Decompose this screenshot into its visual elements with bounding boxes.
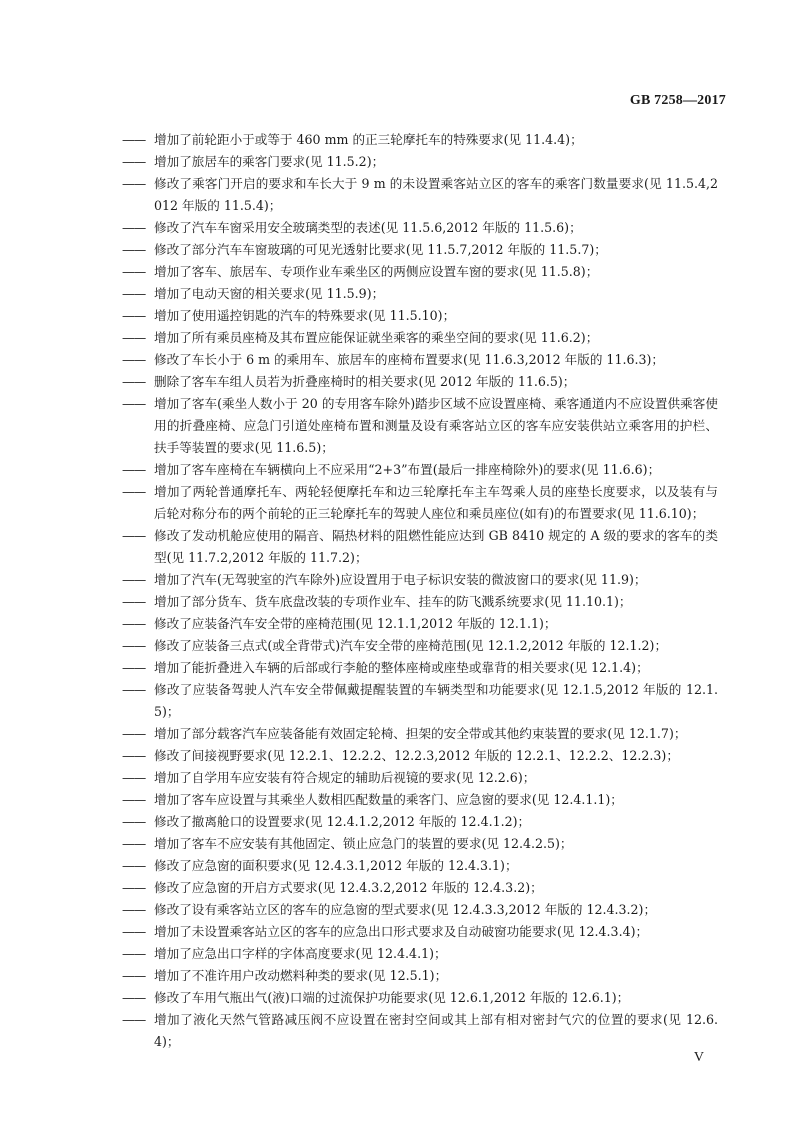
list-item-text: 增加了使用遥控钥匙的汽车的特殊要求(见 11.5.10)； <box>154 308 456 323</box>
list-item <box>122 745 718 767</box>
list-dash: —— <box>122 154 146 169</box>
list-dash: —— <box>122 968 146 983</box>
list-dash: —— <box>122 330 146 345</box>
list-dash: —— <box>122 770 146 785</box>
list-item <box>122 305 718 327</box>
list-item <box>122 591 718 613</box>
page-number: V <box>693 1050 704 1065</box>
list-item-text: 修改了应急窗的面积要求(见 12.4.3.1,2012 年版的 12.4.3.1)； <box>154 858 518 873</box>
list-item <box>122 349 718 371</box>
list-item-text: 修改了汽车车窗采用安全玻璃类型的表述(见 11.5.6,2012 年版的 11.5.6)； <box>154 220 582 235</box>
list-item <box>122 877 718 899</box>
standard-code: GB 7258—2017 <box>629 93 726 108</box>
list-item-text: 修改了应装备三点式(或全背带式)汽车安全带的座椅范围(见 12.1.2,2012 年版的 12.1.2)； <box>154 638 668 653</box>
list-item-text: 删除了客车车组人员若为折叠座椅时的相关要求(见 2012 年版的 11.6.5)； <box>154 374 576 389</box>
list-item <box>122 459 718 481</box>
list-dash: —— <box>122 396 146 411</box>
list-dash: —— <box>122 220 146 235</box>
list-item <box>122 833 718 855</box>
list-item <box>122 371 718 393</box>
list-item <box>122 327 718 349</box>
list-dash: —— <box>122 462 146 477</box>
list-item <box>122 899 718 921</box>
list-item <box>122 921 718 943</box>
list-item <box>122 855 718 877</box>
list-item <box>122 283 718 305</box>
list-item-text: 修改了应急窗的开启方式要求(见 12.4.3.2,2012 年版的 12.4.3.2)； <box>154 880 543 895</box>
list-item <box>122 789 718 811</box>
list-dash: —— <box>122 616 146 631</box>
list-item-text: 增加了客车(乘坐人数小于 20 的专用客车除外)踏步区域不应设置座椅、乘客通道内不应设置供乘客使用的折叠座椅、应急门引道处座椅布置和测量及设有乘客站立区的客车应安装供站立乘客用的护栏、扶手等装置的要求(见 11.6.5)； <box>154 396 718 455</box>
list-item-text: 增加了旅居车的乘客门要求(见 11.5.2)； <box>154 154 385 169</box>
list-item <box>122 217 718 239</box>
list-item <box>122 767 718 789</box>
list-item <box>122 481 718 525</box>
list-dash: —— <box>122 660 146 675</box>
list-dash: —— <box>122 748 146 763</box>
list-dash: —— <box>122 946 146 961</box>
list-item <box>122 987 718 1009</box>
list-item-text: 增加了液化天然气管路减压阀不应设置在密封空间或其上部有相对密封气穴的位置的要求(见 12.6.4)； <box>154 1012 718 1049</box>
list-item-text: 增加了电动天窗的相关要求(见 11.5.9)； <box>154 286 385 301</box>
list-item-text: 增加了客车应设置与其乘坐人数相匹配数量的乘客门、应急窗的要求(见 12.4.1.1)； <box>154 792 623 807</box>
list-dash: —— <box>122 792 146 807</box>
list-item <box>122 811 718 833</box>
list-item-text: 修改了设有乘客站立区的客车的应急窗的型式要求(见 12.4.3.3,2012 年版的 12.4.3.2)； <box>154 902 657 917</box>
list-item <box>122 173 718 217</box>
list-item <box>122 635 718 657</box>
list-dash: —— <box>122 990 146 1005</box>
list-item <box>122 679 718 723</box>
list-item-text: 增加了不准许用户改动燃料种类的要求(见 12.5.1)； <box>154 968 448 983</box>
list-dash: —— <box>122 880 146 895</box>
list-dash: —— <box>122 814 146 829</box>
list-item-text: 增加了未设置乘客站立区的客车的应急出口形式要求及自动破窗功能要求(见 12.4.3.4)； <box>154 924 649 939</box>
list-dash: —— <box>122 484 146 499</box>
list-item <box>122 393 718 459</box>
list-item <box>122 965 718 987</box>
list-dash: —— <box>122 242 146 257</box>
list-dash: —— <box>122 858 146 873</box>
list-dash: —— <box>122 682 146 697</box>
list-item-text: 修改了车长小于 6 m 的乘用车、旅居车的座椅布置要求(见 11.6.3,2012 年版的 11.6.3)； <box>154 352 664 367</box>
list-item <box>122 1009 718 1053</box>
list-dash: —— <box>122 264 146 279</box>
list-item-text: 增加了所有乘员座椅及其布置应能保证就坐乘客的乘坐空间的要求(见 11.6.2)； <box>154 330 599 345</box>
list-dash: —— <box>122 594 146 609</box>
revision-list <box>122 129 718 1053</box>
list-dash: —— <box>122 528 146 543</box>
list-item-text: 修改了撤离舱口的设置要求(见 12.4.1.2,2012 年版的 12.4.1.2)； <box>154 814 531 829</box>
list-dash: —— <box>122 176 146 191</box>
list-item <box>122 943 718 965</box>
list-dash: —— <box>122 374 146 389</box>
list-item <box>122 239 718 261</box>
list-dash: —— <box>122 836 146 851</box>
list-dash: —— <box>122 308 146 323</box>
list-item-text: 增加了应急出口字样的字体高度要求(见 12.4.4.1)； <box>154 946 447 961</box>
list-item-text: 增加了部分货车、货车底盘改装的专项作业车、挂车的防飞溅系统要求(见 11.10.1)； <box>154 594 632 609</box>
list-dash: —— <box>122 572 146 587</box>
list-item-text: 增加了自学用车应安装有符合规定的辅助后视镜的要求(见 12.2.6)； <box>154 770 536 785</box>
list-dash: —— <box>122 902 146 917</box>
list-dash: —— <box>122 1012 146 1027</box>
list-item <box>122 129 718 151</box>
list-item-text: 修改了乘客门开启的要求和车长大于 9 m 的未设置乘客站立区的客车的乘客门数量要求(见 11.5.4,2012 年版的 11.5.4)； <box>154 176 718 213</box>
list-item-text: 增加了前轮距小于或等于 460 mm 的正三轮摩托车的特殊要求(见 11.4.4)； <box>154 132 583 147</box>
list-item <box>122 657 718 679</box>
list-item-text: 增加了客车座椅在车辆横向上不应采用“2+3”布置(最后一排座椅除外)的要求(见 11.6.6)； <box>154 462 661 477</box>
list-item-text: 增加了部分载客汽车应装备能有效固定轮椅、担架的安全带或其他约束装置的要求(见 12.1.7)； <box>154 726 687 741</box>
list-item <box>122 525 718 569</box>
list-item-text: 修改了间接视野要求(见 12.2.1、12.2.2、12.2.3,2012 年版的 12.2.1、12.2.2、12.2.3)； <box>154 748 679 763</box>
list-item-text: 修改了应装备驾驶人汽车安全带佩戴提醒装置的车辆类型和功能要求(见 12.1.5,2012 年版的 12.1.5)； <box>154 682 718 719</box>
list-item-text: 增加了能折叠进入车辆的后部或行李舱的整体座椅或座垫或靠背的相关要求(见 12.1.4)； <box>154 660 649 675</box>
list-dash: —— <box>122 638 146 653</box>
list-item <box>122 569 718 591</box>
list-item-text: 增加了客车不应安装有其他固定、锁止应急门的装置的要求(见 12.4.2.5)； <box>154 836 573 851</box>
list-item-text: 修改了车用气瓶出气(液)口端的过流保护功能要求(见 12.6.1,2012 年版的 12.6.1)； <box>154 990 630 1005</box>
list-item <box>122 723 718 745</box>
list-item-text: 增加了客车、旅居车、专项作业车乘坐区的两侧应设置车窗的要求(见 11.5.8)； <box>154 264 599 279</box>
list-item-text: 增加了两轮普通摩托车、两轮轻便摩托车和边三轮摩托车主车驾乘人员的座垫长度要求，以及装有与后轮对称分布的两个前轮的正三轮摩托车的驾驶人座位和乘员座位(如有)的布置要求(见 11.6.10)； <box>154 484 718 521</box>
list-dash: —— <box>122 726 146 741</box>
list-dash: —— <box>122 286 146 301</box>
list-item-text: 修改了部分汽车车窗玻璃的可见光透射比要求(见 11.5.7,2012 年版的 11.5.7)； <box>154 242 607 257</box>
list-item <box>122 613 718 635</box>
list-item-text: 修改了应装备汽车安全带的座椅范围(见 12.1.1,2012 年版的 12.1.1)； <box>154 616 557 631</box>
list-dash: —— <box>122 352 146 367</box>
list-dash: —— <box>122 924 146 939</box>
list-item-text: 修改了发动机舱应使用的隔音、隔热材料的阻燃性能应达到 GB 8410 规定的 A 级的要求的客车的类型(见 11.7.2,2012 年版的 11.7.2)； <box>154 528 718 565</box>
list-item <box>122 151 718 173</box>
list-item-text: 增加了汽车(无驾驶室的汽车除外)应设置用于电子标识安装的微波窗口的要求(见 11.9)； <box>154 572 647 587</box>
list-item <box>122 261 718 283</box>
list-dash: —— <box>122 132 146 147</box>
